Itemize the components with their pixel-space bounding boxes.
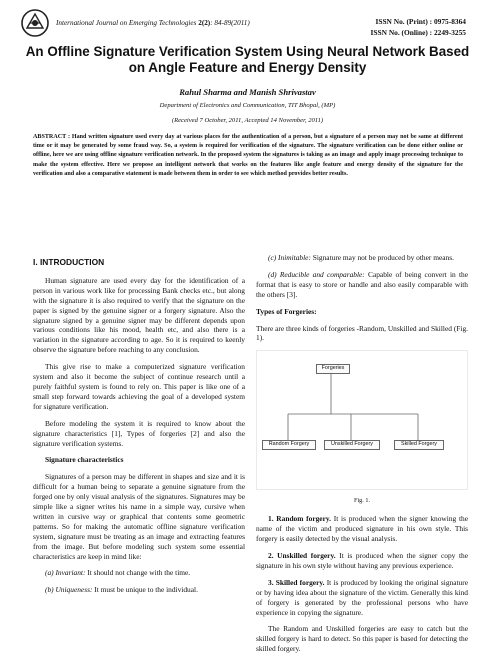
unskilled-forgery-paragraph: 2. Unskilled forgery. It is produced when the signer copy the signature in his own style without having any previous experience.	[256, 550, 469, 570]
skilled-forgery-paragraph: 3. Skilled forgery. It is produced by looking the original signature or by having idea about the signature of the victim. Generally this kind of forgery is generated by the professional persons who have experience in copying the signature.	[256, 577, 468, 617]
types-paragraph: There are three kinds of forgeries -Random, Unskilled and Skilled (Fig. 1).	[256, 323, 468, 343]
intro-paragraph-2: This give rise to make a computerized signature verification system and also it become the subject of continue research until a purely faithful system is found to rely on. This paper is like one of a small step forward towards achieving the goal of a developed system for signature verification.	[33, 362, 245, 411]
item-invariant: (a) Invariant: It should not change with the time.	[45, 568, 191, 578]
journal-logo-icon	[20, 8, 50, 38]
issn-block	[371, 16, 466, 38]
intro-paragraph-4: Signatures of a person may be different in shapes and size and it is difficult for a human being to separate a genuine signature from the forged one by only visual analysis of the signatures. Signatures may be simple like a signer writes his name in a simple way, cursive when written in cursive way or graphical that contents some geometric patterns. So for making the automatic offline signature verification system, signature must be treating as an image and extracting features from the image. But before modeling such system some essential characteristics are keep in mind like:	[33, 472, 245, 561]
forgery-diagram	[256, 350, 468, 490]
paper-dates: (Received 7 October, 2011, Accepted 14 November, 2011)	[171, 117, 324, 124]
right-column	[256, 253, 468, 661]
paper-department: Department of Electronics and Communication, TIT Bhopal, (MP)	[159, 102, 336, 109]
forgery-diagram-connectors	[256, 350, 468, 490]
intro-paragraph-1: Human signature are used every day for the identification of a person in various work like for processing Bank checks etc., but along with the signature it is also required to verify that the signature on the paper is signed by the genuine signer or a forgery signature. Also the signature signed by a genuine signer may be different depends upon various conditions like his mood, health etc, and also there is a variation in the signature according to age. So it is required to keenly observe the signature before reaching to any conclusion.	[33, 275, 245, 355]
section-heading-introduction: I. INTRODUCTION	[33, 257, 105, 267]
subheading-signature-characteristics: Signature characteristics	[45, 455, 124, 465]
figure-caption: Fig. 1.	[354, 497, 370, 505]
forgeries-root-box: Forgeries	[316, 364, 350, 374]
journal-header	[20, 8, 480, 46]
intro-paragraph-3: Before modeling the system it is required to know about the signature characteristics [1], Types of forgeries [2] and also the signature verification systems.	[33, 418, 245, 448]
issn-print: ISSN No. (Print) : 0975-8364	[375, 17, 466, 26]
paper-title: An Offline Signature Verification System Using Neural Network Based on Angle Feature and Energy Density	[25, 44, 470, 75]
random-forgery-paragraph: 1. Random forgery. It is produced when the signer knowing the name of the victim and produced signature in his own style. This forgery is easily detected by the visual analysis.	[256, 514, 469, 544]
paper-abstract: ABSTRACT : Hand written signature used every day at various places for the authentication of a person, but a signature of a person may not be same at different time or it may be generated by some fraud way. So, a system is required for verification of the signature. The signature verification can be done either online or offline, here we are using offline signature verification network. In the proposed system the signatures is taking as an image and apply image processing technique to make the system effective. Here we propose an intelligent network that works on the features like angle feature and energy density of the signature for the verification and also a comparative statement is made between them in order to see which method provides better results.	[33, 134, 463, 177]
paper-authors: Rahul Sharma and Manish Shrivastav	[179, 87, 316, 97]
item-inimitable: (c) Inimitable: Signature may not be produced by other means.	[268, 253, 454, 262]
random-forgery-box: Random Forgery	[262, 440, 316, 450]
issn-online: ISSN No. (Online) : 2249-3255	[370, 28, 466, 37]
item-reducible: (d) Reducible and comparable: Capable of being convert in the format that is easy to store or handle and also easily comparable with the others [3].	[256, 269, 468, 299]
skilled-forgery-box: Skilled Forgery	[394, 440, 444, 450]
item-uniqueness: (b) Uniqueness: It must be unique to the individual.	[45, 585, 198, 595]
closing-paragraph: The Random and Unskilled forgeries are easy to catch but the skilled forgery is hard to detect. So this paper is based for detecting the skilled forgery.	[256, 624, 468, 654]
unskilled-forgery-box: Unskilled Forgery	[324, 440, 380, 450]
left-column	[33, 258, 245, 602]
journal-name: International Journal on Emerging Technologies 2(2): 84-89(2011)	[56, 19, 250, 27]
subheading-types-of-forgeries: Types of Forgeries:	[256, 306, 317, 316]
